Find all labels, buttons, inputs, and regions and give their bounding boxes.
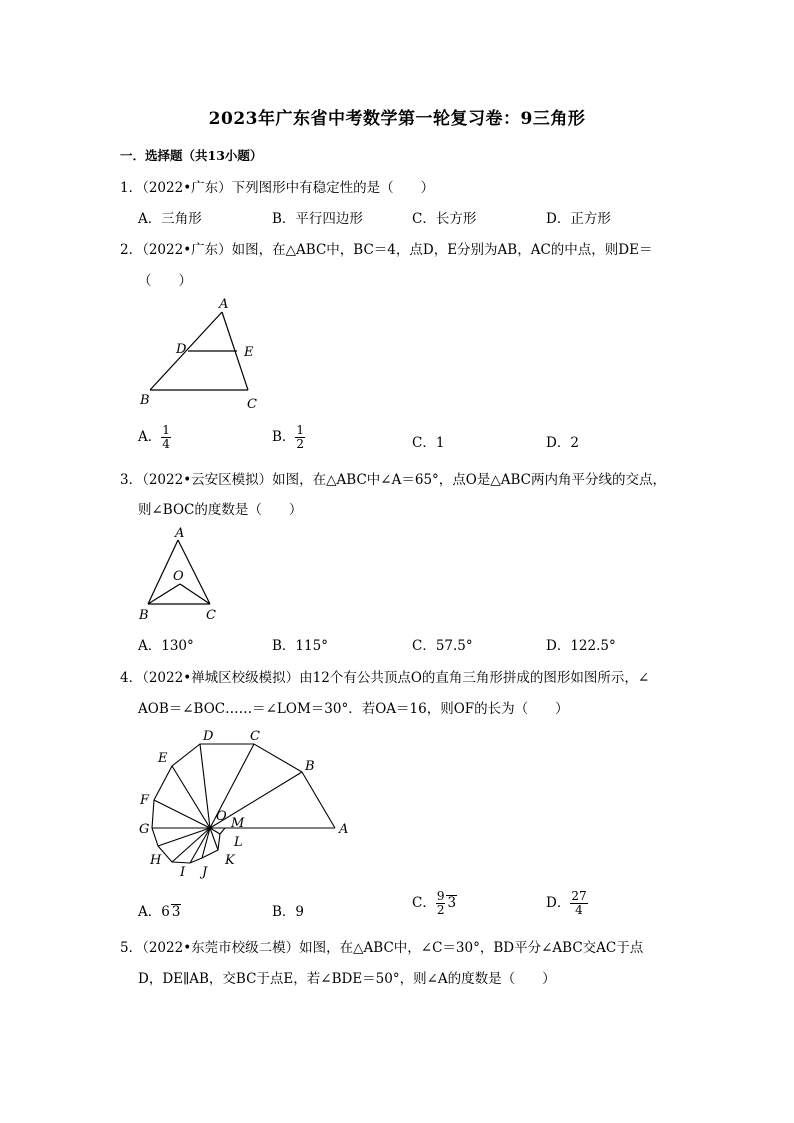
q2-label-a: A bbox=[219, 297, 229, 312]
q4-label-j: J bbox=[202, 865, 208, 880]
q4-stem-line1: 4．（2022•禅城区校级模拟）由12个有公共顶点O的直角三角形拼成的图形如图所示，∠ bbox=[120, 670, 650, 686]
q4-option-c: C． $\frac{9}{2}$ 3 bbox=[412, 889, 457, 917]
q4-label-a: A bbox=[339, 822, 349, 837]
q4-label-o: O bbox=[216, 809, 227, 824]
q3-option-c: C．57.5° bbox=[412, 638, 473, 654]
q5-stem-line2: D，DE∥AB，交BC于点E，若∠BDE＝50°，则∠A的度数是（ ） bbox=[138, 971, 556, 987]
q1-option-b: B．平行四边形 bbox=[272, 211, 363, 227]
q1-option-a: A．三角形 bbox=[138, 211, 202, 227]
page-title: 2023年广东省中考数学第一轮复习卷：9三角形 bbox=[208, 109, 586, 129]
q2-triangle-figure bbox=[130, 296, 280, 416]
q2-option-d: D．2 bbox=[546, 435, 579, 451]
q4-spiral-figure bbox=[130, 722, 360, 882]
q3-option-a: A．130° bbox=[138, 638, 194, 654]
q4-label-g: G bbox=[139, 822, 150, 837]
q4-option-d: D． $\frac{27}{4}$ bbox=[546, 889, 587, 917]
q2-option-b: B． $\frac{1}{2}$ bbox=[272, 423, 305, 451]
q2-option-a: A． $\frac{1}{4}$ bbox=[138, 423, 170, 451]
q3-label-b: B bbox=[139, 608, 149, 623]
q4-label-c: C bbox=[250, 729, 260, 744]
q3-option-b: B．115° bbox=[272, 638, 328, 654]
q4-label-d: D bbox=[203, 729, 214, 744]
q4-label-k: K bbox=[225, 853, 235, 868]
q4-label-m: M bbox=[231, 816, 245, 831]
q4-option-b: B．9 bbox=[272, 904, 305, 920]
q2-stem-line1: 2．（2022•广东）如图，在△ABC中，BC＝4，点D，E分别为AB，AC的中点，则DE＝ bbox=[120, 242, 653, 258]
q1-option-d: D．正方形 bbox=[546, 211, 611, 227]
q4-label-f: F bbox=[140, 793, 150, 808]
q2-stem-line2: （ ） bbox=[138, 273, 192, 289]
q3-label-o: O bbox=[173, 569, 184, 584]
q1-option-c: C．长方形 bbox=[412, 211, 477, 227]
q4-label-i: I bbox=[180, 865, 186, 880]
section-heading: 一．选择题（共13小题） bbox=[120, 148, 263, 163]
q2-label-b: B bbox=[140, 393, 150, 408]
q1-stem: 1．（2022•广东）下列图形中有稳定性的是（ ） bbox=[120, 180, 435, 196]
q3-triangle-figure bbox=[130, 524, 230, 624]
q4-label-e: E bbox=[158, 751, 168, 766]
q4-label-b: B bbox=[305, 759, 315, 774]
q4-label-h: H bbox=[150, 853, 162, 868]
q2-label-d: D bbox=[176, 342, 187, 357]
q2-option-c: C．1 bbox=[412, 435, 445, 451]
q5-stem-line1: 5．（2022•东莞市校级二模）如图，在△ABC中，∠C＝30°，BD平分∠ABC交AC于点 bbox=[120, 940, 644, 956]
q4-label-l: L bbox=[234, 835, 243, 850]
q4-stem-line2: AOB＝∠BOC……＝∠LOM＝30°．若OA＝16，则OF的长为（ ） bbox=[138, 701, 569, 717]
q2-label-e: E bbox=[244, 345, 254, 360]
q3-label-a: A bbox=[175, 526, 185, 541]
q3-label-c: C bbox=[206, 608, 216, 623]
q3-option-d: D．122.5° bbox=[546, 638, 616, 654]
q3-stem-line2: 则∠BOC的度数是（ ） bbox=[138, 502, 303, 518]
q2-label-c: C bbox=[247, 397, 257, 412]
q3-stem-line1: 3．（2022•云安区模拟）如图，在△ABC中∠A＝65°，点O是△ABC两内角平分线的交点， bbox=[120, 472, 666, 488]
q4-option-a: A．6 3 bbox=[138, 904, 181, 920]
